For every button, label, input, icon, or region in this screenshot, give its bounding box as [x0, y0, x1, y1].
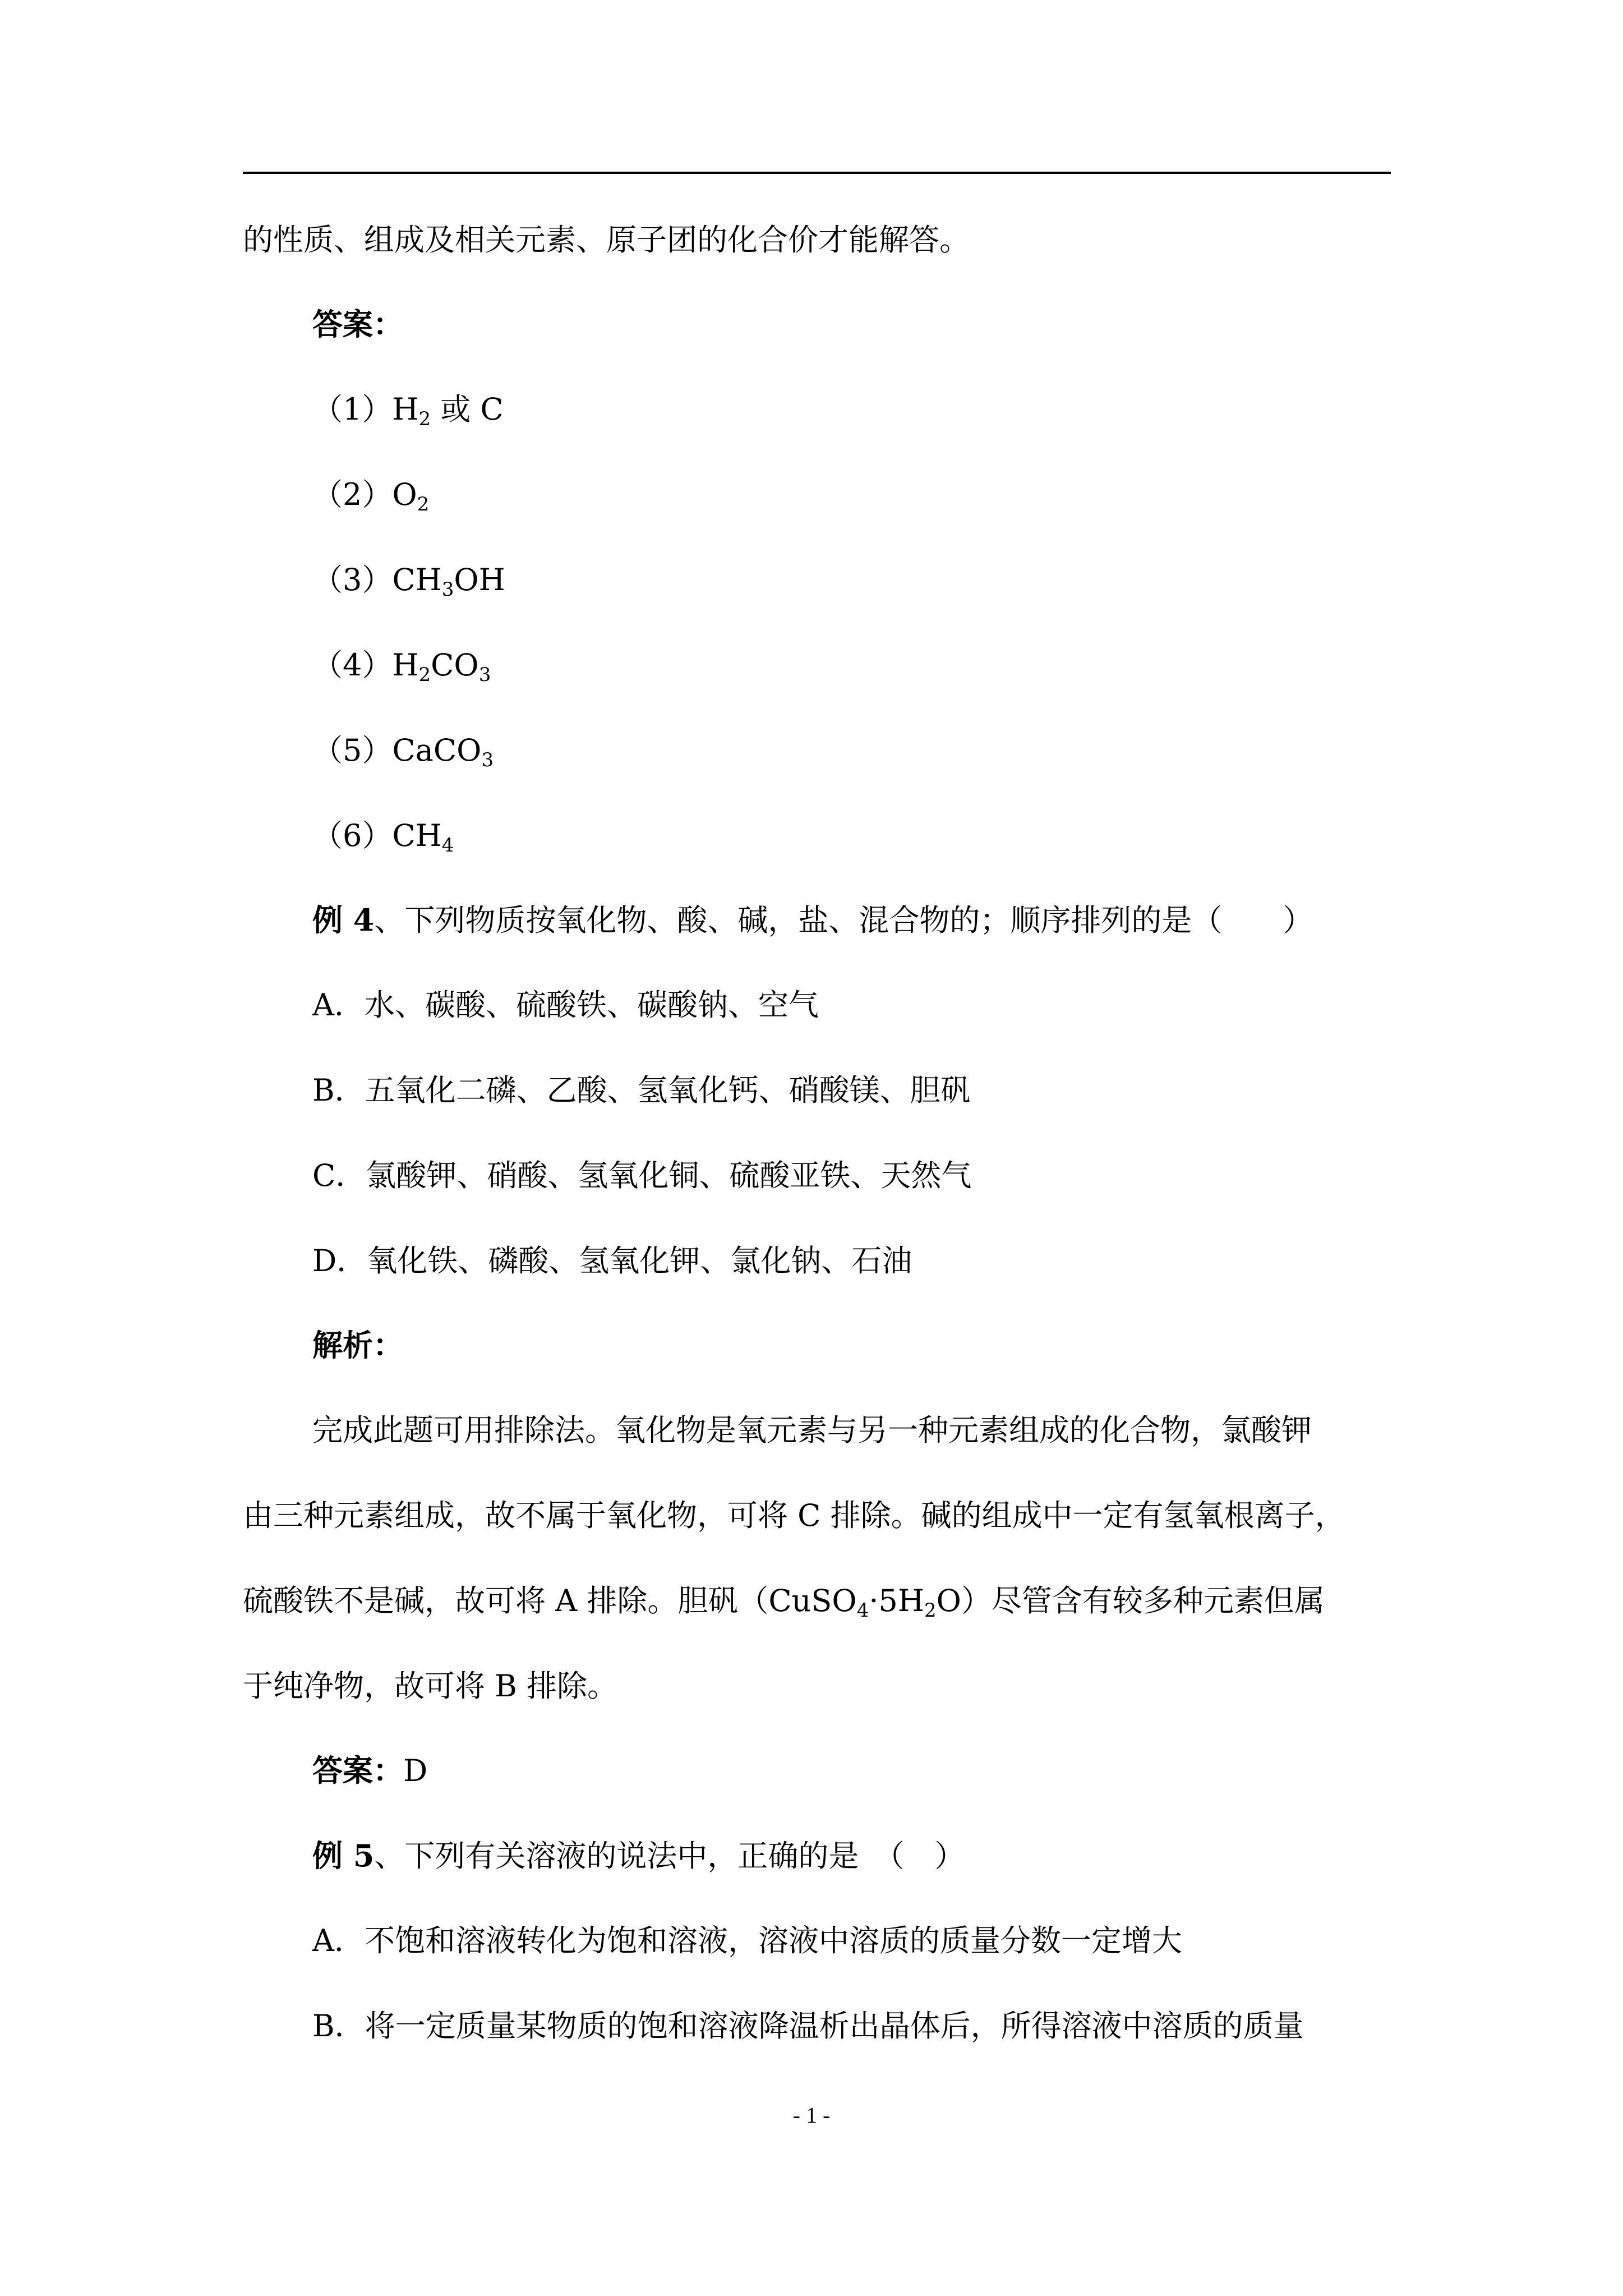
example-4-option-a: A．水、碳酸、硫酸铁、碳酸钠、空气 — [312, 987, 819, 1023]
example-5-option-a: A．不饱和溶液转化为饱和溶液，溶液中溶质的质量分数一定增大 — [312, 1923, 1182, 1958]
answer-line: 答案：D — [312, 1752, 428, 1788]
analysis-line: 由三种元素组成，故不属于氧化物，可将 C 排除。碱的组成中一定有氢氧根离子， — [243, 1498, 1345, 1533]
example-4-option-d: D．氧化铁、磷酸、氢氧化钾、氯化钠、石油 — [312, 1243, 912, 1278]
example-4-question: 例 4、下列物质按氧化物、酸、碱，盐、混合物的；顺序排列的是（ ） — [312, 902, 1313, 938]
answer-item-6: $(6)CH_4$ — [312, 818, 454, 857]
text-line: 的性质、组成及相关元素、原子团的化合价才能解答。 — [243, 222, 970, 257]
answer-item-3: $(3)CH_3OH$ — [312, 562, 505, 601]
answer-item-4: $(4)H_2CO_3$ — [312, 647, 491, 686]
analysis-heading: 解析： — [312, 1327, 403, 1363]
analysis-line: 于纯净物，故可将 B 排除。 — [243, 1668, 618, 1704]
analysis-line: 硫酸铁不是碱，故可将 A 排除。胆矾$(CuSO_4\cdot 5H_2O)$尽管含有较多种元素但属 — [243, 1583, 1325, 1622]
example-4-option-c: C．氯酸钾、硝酸、氢氧化铜、硫酸亚铁、天然气 — [312, 1158, 972, 1193]
header-rule — [243, 172, 1391, 174]
example-5-question: 例 5、下列有关溶液的说法中，正确的是 （ ） — [312, 1838, 965, 1874]
page-number: - 1 - — [792, 2102, 831, 2128]
analysis-line: 完成此题可用排除法。氧化物是氧元素与另一种元素组成的化合物，氯酸钾 — [312, 1412, 1312, 1448]
answer-heading: 答案： — [312, 306, 403, 342]
answer-item-2: $(2)O_2$ — [312, 477, 430, 516]
example-4-option-b: B．五氧化二磷、乙酸、氢氧化钙、硝酸镁、胆矾 — [312, 1073, 971, 1108]
example-5-option-b: B．将一定质量某物质的饱和溶液降温析出晶体后，所得溶液中溶质的质量 — [312, 2008, 1304, 2044]
answer-item-1: $(1)H_2$ 或 C — [312, 392, 504, 430]
answer-item-5: （5）CaCO$_3$ — [312, 733, 494, 771]
